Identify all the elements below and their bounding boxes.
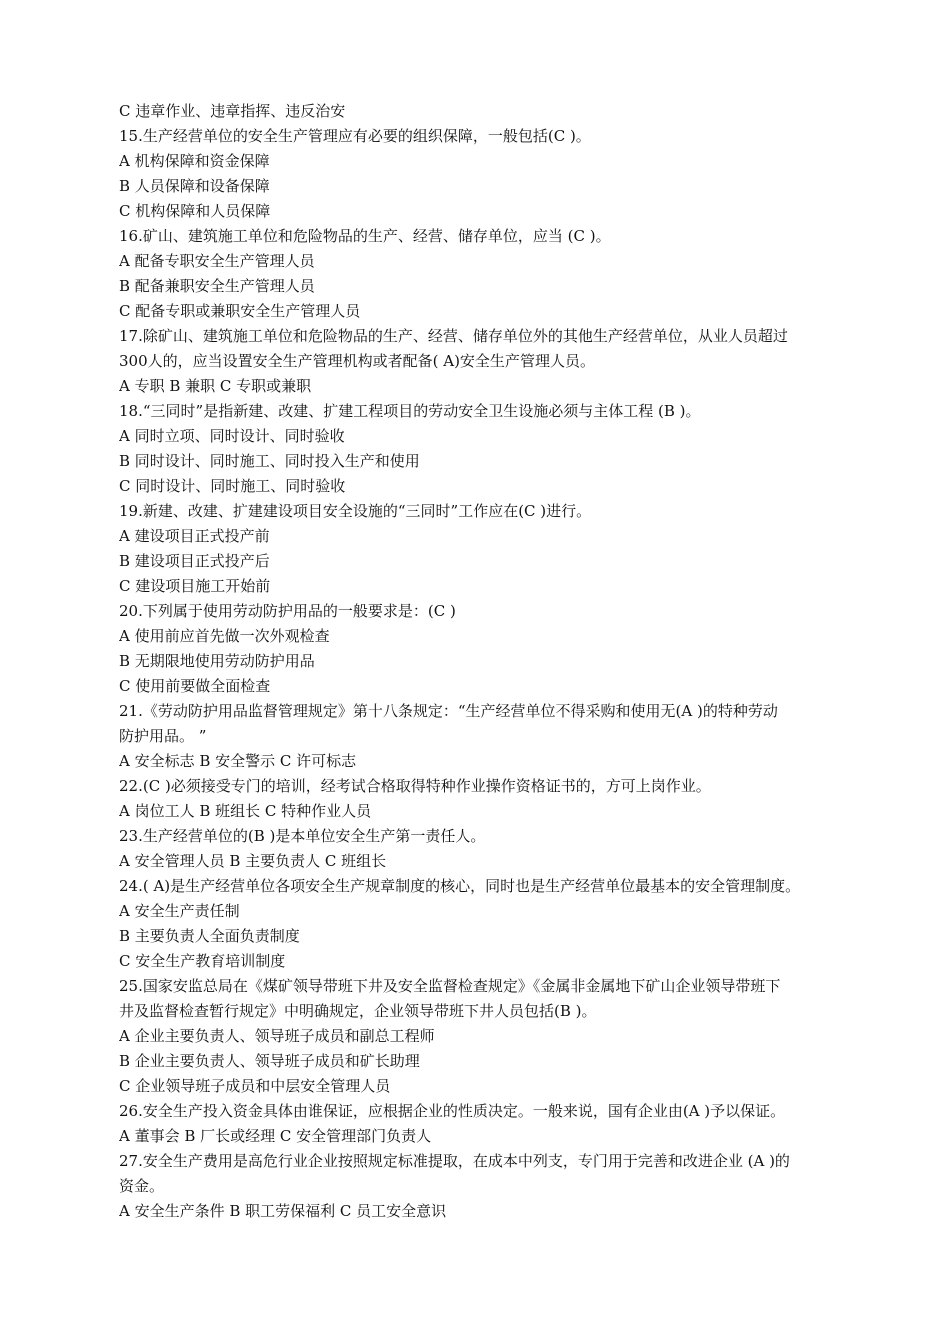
question-27-continued: 资金。 xyxy=(119,1177,165,1195)
option-line: A 使用前应首先做一次外观检查 xyxy=(119,627,330,645)
option-line: A 同时立项、同时设计、同时验收 xyxy=(119,427,345,445)
option-line: C 使用前要做全面检查 xyxy=(119,677,271,695)
question-17: 17.除矿山、建筑施工单位和危险物品的生产、经营、储存单位外的其他生产经营单位，从业人员超过 xyxy=(119,327,788,345)
option-line: C 配备专职或兼职安全生产管理人员 xyxy=(119,302,361,320)
option-line: A 建设项目正式投产前 xyxy=(119,527,270,545)
option-line: A 安全管理人员 B 主要负责人 C 班组长 xyxy=(119,852,387,870)
question-22: 22.(C )必须接受专门的培训，经考试合格取得特种作业操作资格证书的，方可上岗作业。 xyxy=(119,777,711,795)
document-body xyxy=(119,99,879,1224)
question-27: 27.安全生产费用是高危行业企业按照规定标准提取，在成本中列支，专门用于完善和改进企业 (A )的 xyxy=(119,1152,790,1170)
option-line: A 配备专职安全生产管理人员 xyxy=(119,252,315,270)
option-line: C 企业领导班子成员和中层安全管理人员 xyxy=(119,1077,391,1095)
question-23: 23.生产经营单位的(B )是本单位安全生产第一责任人。 xyxy=(119,827,486,845)
question-24: 24.( A)是生产经营单位各项安全生产规章制度的核心，同时也是生产经营单位最基本的安全管理制度。 xyxy=(119,877,801,895)
option-line: B 人员保障和设备保障 xyxy=(119,177,270,195)
option-line: B 企业主要负责人、领导班子成员和矿长助理 xyxy=(119,1052,420,1070)
option-line: A 专职 B 兼职 C 专职或兼职 xyxy=(119,377,312,395)
question-21: 21.《劳动防护用品监督管理规定》第十八条规定：“生产经营单位不得采购和使用无(A )的特种劳动 xyxy=(119,702,778,720)
option-line: B 建设项目正式投产后 xyxy=(119,552,270,570)
option-line: A 安全生产条件 B 职工劳保福利 C 员工安全意识 xyxy=(119,1202,447,1220)
text-line: C 违章作业、违章指挥、违反治安 xyxy=(119,102,346,120)
option-line: A 安全标志 B 安全警示 C 许可标志 xyxy=(119,752,357,770)
question-17-continued: 300人的，应当设置安全生产管理机构或者配备( A)安全生产管理人员。 xyxy=(119,352,595,370)
option-line: C 建设项目施工开始前 xyxy=(119,577,271,595)
question-25-continued: 井及监督检查暂行规定》中明确规定，企业领导带班下井人员包括(B )。 xyxy=(119,1002,597,1020)
option-line: B 配备兼职安全生产管理人员 xyxy=(119,277,315,295)
option-line: B 同时设计、同时施工、同时投入生产和使用 xyxy=(119,452,420,470)
option-line: A 岗位工人 B 班组长 C 特种作业人员 xyxy=(119,802,372,820)
option-line: A 企业主要负责人、领导班子成员和副总工程师 xyxy=(119,1027,435,1045)
question-21-continued: 防护用品。 ” xyxy=(119,727,207,745)
question-19: 19.新建、改建、扩建建设项目安全设施的“三同时”工作应在(C )进行。 xyxy=(119,502,592,520)
option-line: C 安全生产教育培训制度 xyxy=(119,952,286,970)
question-18: 18.“三同时”是指新建、改建、扩建工程项目的劳动安全卫生设施必须与主体工程 (B )。 xyxy=(119,402,701,420)
question-15: 15.生产经营单位的安全生产管理应有必要的组织保障，一般包括(C )。 xyxy=(119,127,591,145)
option-line: A 安全生产责任制 xyxy=(119,902,240,920)
option-line: A 董事会 B 厂长或经理 C 安全管理部门负责人 xyxy=(119,1127,432,1145)
option-line: A 机构保障和资金保障 xyxy=(119,152,270,170)
question-25: 25.国家安监总局在《煤矿领导带班下井及安全监督检查规定》《金属非金属地下矿山企业领导带班下 xyxy=(119,977,781,995)
option-line: C 同时设计、同时施工、同时验收 xyxy=(119,477,346,495)
option-line: B 无期限地使用劳动防护用品 xyxy=(119,652,315,670)
option-line: C 机构保障和人员保障 xyxy=(119,202,271,220)
option-line: B 主要负责人全面负责制度 xyxy=(119,927,300,945)
question-20: 20.下列属于使用劳动防护用品的一般要求是：(C ) xyxy=(119,602,456,620)
question-16: 16.矿山、建筑施工单位和危险物品的生产、经营、储存单位，应当 (C )。 xyxy=(119,227,611,245)
question-26: 26.安全生产投入资金具体由谁保证，应根据企业的性质决定。一般来说，国有企业由(A )予以保证。 xyxy=(119,1102,786,1120)
